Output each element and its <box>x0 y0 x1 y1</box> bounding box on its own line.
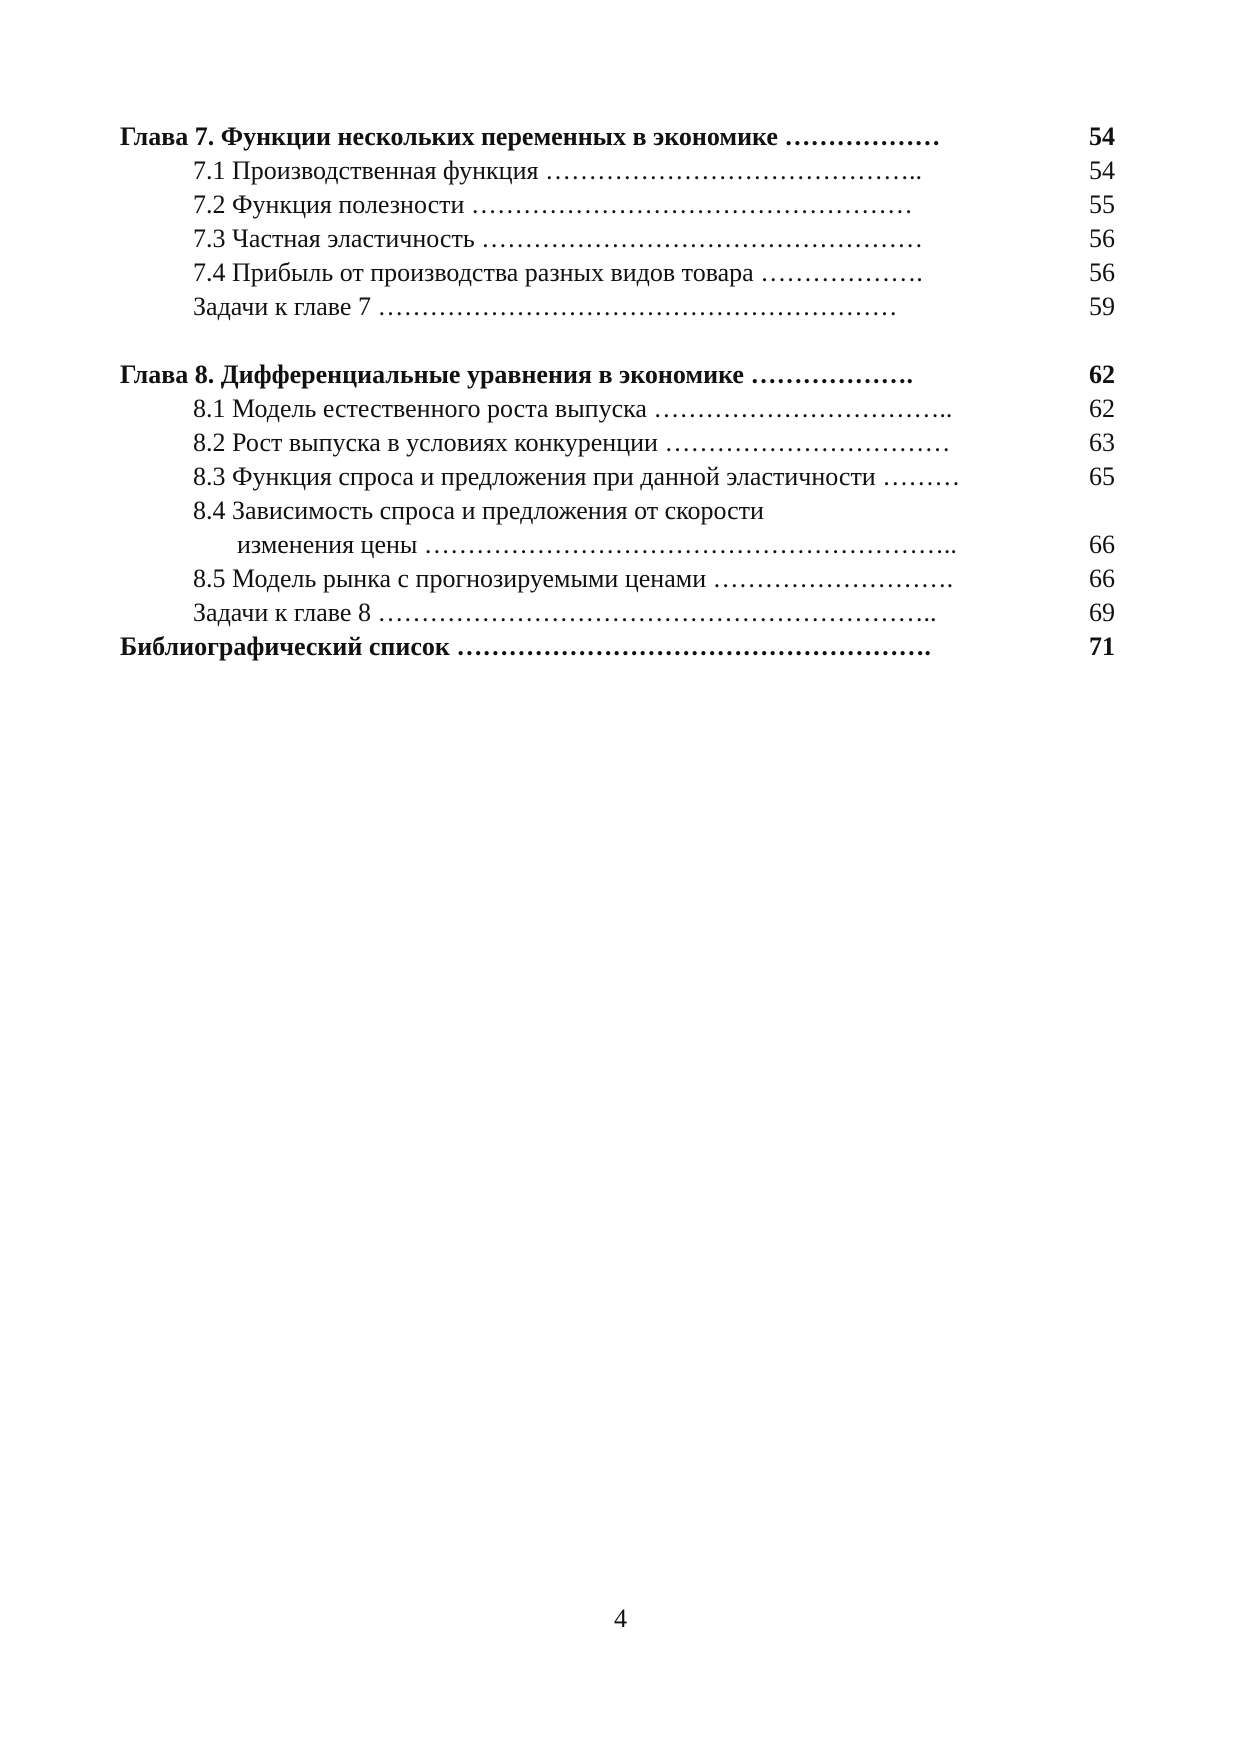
toc-entry-page: 66 <box>1089 530 1115 559</box>
toc-entry-page: 55 <box>1089 190 1115 219</box>
toc-entry-title: 7.4 Прибыль от производства разных видов товара ………………. <box>193 258 923 287</box>
toc-entry-section-7-2[interactable] <box>120 188 1115 222</box>
toc-entry-title: 8.3 Функция спроса и предложения при данной эластичности ……… <box>193 462 961 491</box>
toc-entry-section-8-5[interactable] <box>120 562 1115 596</box>
toc-entry-tasks-7[interactable] <box>120 290 1115 324</box>
toc-entry-page: 69 <box>1089 598 1115 627</box>
toc-entry-title-line-1: 8.4 Зависимость спроса и предложения от скорости <box>193 496 764 525</box>
toc-entry-page: 56 <box>1089 224 1115 253</box>
toc-entry-section-7-1[interactable] <box>120 154 1115 188</box>
toc-entry-title: Глава 8. Дифференциальные уравнения в экономике ………………. <box>120 360 913 389</box>
toc-entry-page: 54 <box>1089 122 1115 151</box>
toc-entry-chapter-7[interactable] <box>120 120 1115 154</box>
toc-entry-section-8-4[interactable] <box>120 494 1115 528</box>
toc-entry-title: 8.5 Модель рынка с прогнозируемыми ценами ………………………. <box>193 564 954 593</box>
toc-entry-page: 59 <box>1089 292 1115 321</box>
toc-entry-title: 7.1 Производственная функция …………………………………….. <box>193 156 922 185</box>
toc-entry-title: 7.3 Частная эластичность …………………………………………… <box>193 224 924 253</box>
page-number: 4 <box>614 1604 627 1633</box>
toc-entry-page: 62 <box>1089 360 1115 389</box>
toc-entry-section-8-4-continued[interactable] <box>120 528 1115 562</box>
toc-entry-section-7-3[interactable] <box>120 222 1115 256</box>
toc-entry-title-line-2: изменения цены …………………………………………………….. <box>237 530 957 559</box>
toc-entry-tasks-8[interactable] <box>120 596 1115 630</box>
toc-entry-page: 66 <box>1089 564 1115 593</box>
toc-entry-title: Задачи к главе 8 ……………………………………………………….. <box>193 598 937 627</box>
chapter-spacer <box>120 324 1115 358</box>
toc-entry-chapter-8[interactable] <box>120 358 1115 392</box>
toc-entry-page: 63 <box>1089 428 1115 457</box>
toc-entry-page: 56 <box>1089 258 1115 287</box>
toc-entry-section-8-2[interactable] <box>120 426 1115 460</box>
toc-entry-title: 8.2 Рост выпуска в условиях конкуренции …………………………… <box>193 428 951 457</box>
toc-entry-bibliography[interactable] <box>120 630 1115 664</box>
toc-entry-page: 65 <box>1089 462 1115 491</box>
table-of-contents <box>120 120 1115 664</box>
toc-entry-title: 7.2 Функция полезности …………………………………………… <box>193 190 913 219</box>
toc-entry-page: 54 <box>1089 156 1115 185</box>
toc-entry-title: Задачи к главе 7 …………………………………………………… <box>193 292 898 321</box>
toc-entry-title: Глава 7. Функции нескольких переменных в экономике ……………… <box>120 122 941 151</box>
toc-entry-page: 71 <box>1089 632 1115 661</box>
toc-entry-title: 8.1 Модель естественного роста выпуска …………………………….. <box>193 394 953 423</box>
toc-entry-section-8-1[interactable] <box>120 392 1115 426</box>
toc-entry-section-7-4[interactable] <box>120 256 1115 290</box>
toc-entry-page: 62 <box>1089 394 1115 423</box>
toc-entry-section-8-3[interactable] <box>120 460 1115 494</box>
toc-entry-title: Библиографический список ………………………………………………. <box>120 632 931 661</box>
